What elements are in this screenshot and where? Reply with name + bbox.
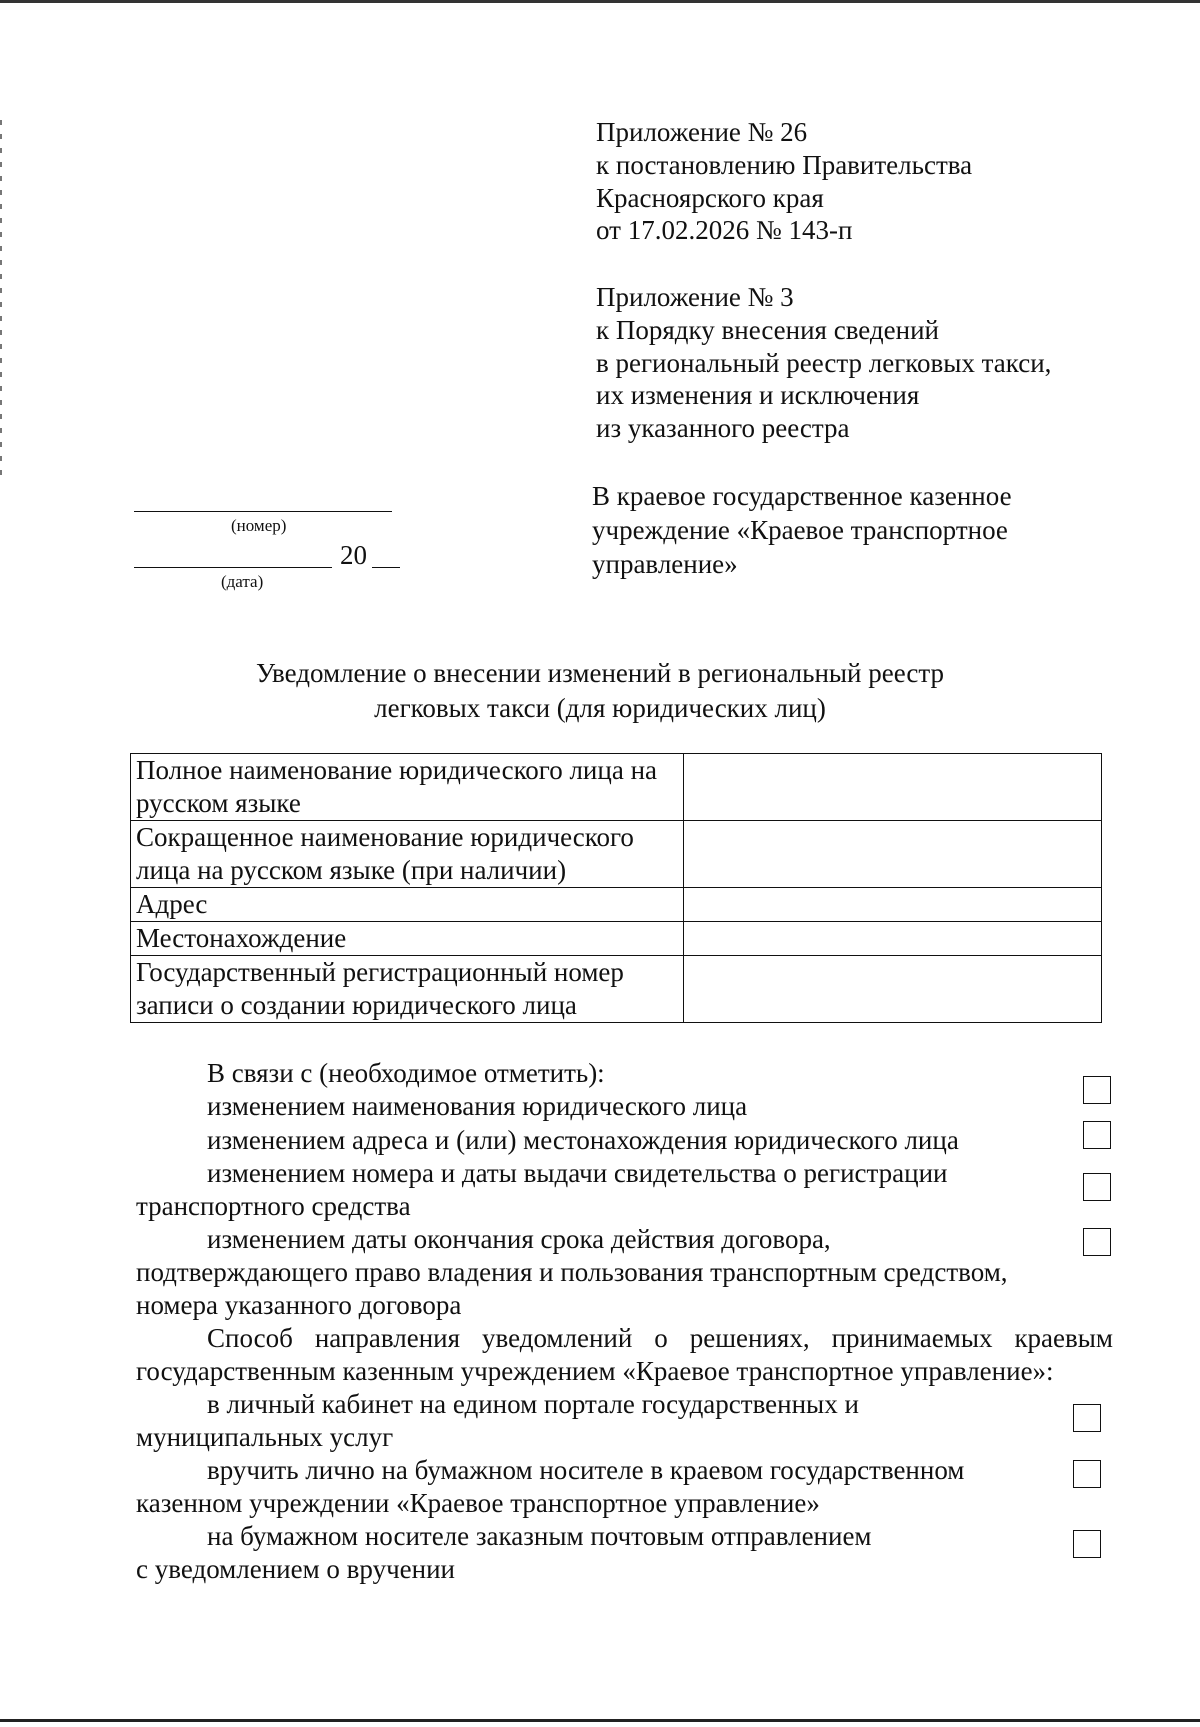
row-label: Адрес — [131, 888, 684, 922]
reason-text: изменением наименования юридического лица — [207, 1091, 748, 1121]
delivery-option-text: в личный кабинет на едином портале государственных и — [207, 1389, 859, 1419]
reasons-intro: В связи с (необходимое отметить): — [207, 1058, 605, 1088]
reason-certificate-change-checkbox[interactable] — [1083, 1173, 1111, 1201]
date-caption: (дата) — [221, 572, 264, 591]
scan-edge-left — [0, 120, 2, 480]
addressee-line: учреждение «Краевое транспортное — [592, 515, 1008, 545]
number-caption: (номер) — [231, 516, 287, 535]
appendix-line: к Порядку внесения сведений — [596, 314, 939, 345]
appendix-line: Приложение № 26 — [596, 117, 808, 147]
delivery-option-text: муниципальных услуг — [136, 1422, 394, 1452]
scan-edge-bottom — [0, 1719, 1200, 1722]
appendix-line: от 17.02.2026 № 143-п — [596, 215, 853, 246]
addressee-block — [592, 479, 1012, 581]
reason-text: изменением адреса и (или) местонахождения юридического лица — [207, 1125, 959, 1155]
number-field-line[interactable] — [134, 511, 392, 512]
appendix-3-block — [596, 281, 1051, 445]
appendix-line: к постановлению Правительства — [596, 149, 973, 180]
reason-address-change-checkbox[interactable] — [1083, 1121, 1111, 1149]
reason-contract-change-checkbox[interactable] — [1083, 1228, 1111, 1256]
title-line: Уведомление о внесении изменений в региональный реестр — [255, 658, 945, 688]
appendix-line: их изменения и исключения — [596, 380, 920, 411]
delivery-option-text: вручить лично на бумажном носителе в краевом государственном — [207, 1455, 965, 1485]
addressee-line: управление» — [592, 549, 738, 579]
delivery-option-text: с уведомлением о вручении — [136, 1554, 455, 1584]
row-label: Сокращенное наименование юридического лица на русском языке (при наличии) — [131, 821, 684, 888]
row-label: Местонахождение — [131, 922, 684, 956]
year-prefix: 20 — [340, 540, 367, 570]
appendix-line: из указанного реестра — [596, 413, 850, 444]
delivery-in-person-checkbox[interactable] — [1073, 1460, 1101, 1488]
delivery-option-text: казенном учреждении «Краевое транспортное управление» — [136, 1488, 820, 1518]
scan-edge-top — [0, 0, 1200, 3]
table-row — [131, 888, 1102, 922]
reason-text: изменением даты окончания срока действия договора, — [207, 1224, 831, 1254]
delivery-intro: государственным казенным учреждением «Краевое транспортное управление»: — [136, 1356, 1054, 1386]
appendix-line: Приложение № 3 — [596, 282, 794, 312]
table-row — [131, 754, 1102, 821]
delivery-registered-mail-checkbox[interactable] — [1073, 1530, 1101, 1558]
row-value-field[interactable] — [683, 888, 1101, 922]
date-field-line[interactable] — [134, 567, 332, 568]
delivery-option-text: на бумажном носителе заказным почтовым отправлением — [207, 1521, 872, 1551]
addressee-line: В краевое государственное казенное — [592, 481, 1012, 511]
table-row — [131, 956, 1102, 1023]
delivery-portal-checkbox[interactable] — [1073, 1404, 1101, 1432]
row-value-field[interactable] — [683, 922, 1101, 956]
delivery-intro: Способ направления уведомлений о решениях, принимаемых краевым — [207, 1323, 1113, 1353]
appendix-26-block — [596, 116, 972, 247]
title-line: легковых такси (для юридических лиц) — [374, 693, 826, 723]
document-title — [0, 656, 1200, 726]
row-value-field[interactable] — [683, 956, 1101, 1023]
row-value-field[interactable] — [683, 821, 1101, 888]
appendix-line: Красноярского края — [596, 182, 824, 213]
table-row — [131, 922, 1102, 956]
reason-text: подтверждающего право владения и пользования транспортным средством, — [136, 1257, 1008, 1287]
reason-text: номера указанного договора — [136, 1290, 462, 1320]
reason-text: транспортного средства — [136, 1191, 411, 1221]
reason-name-change-checkbox[interactable] — [1083, 1076, 1111, 1104]
appendix-line: в региональный реестр легковых такси, — [596, 347, 1052, 378]
row-label: Государственный регистрационный номер записи о создании юридического лица — [131, 956, 684, 1023]
reason-text: изменением номера и даты выдачи свидетельства о регистрации — [207, 1158, 948, 1188]
year-suffix-line[interactable] — [372, 567, 400, 568]
table-row — [131, 821, 1102, 888]
legal-entity-info-table — [130, 753, 1102, 1023]
row-label: Полное наименование юридического лица на русском языке — [131, 754, 684, 821]
row-value-field[interactable] — [683, 754, 1101, 821]
